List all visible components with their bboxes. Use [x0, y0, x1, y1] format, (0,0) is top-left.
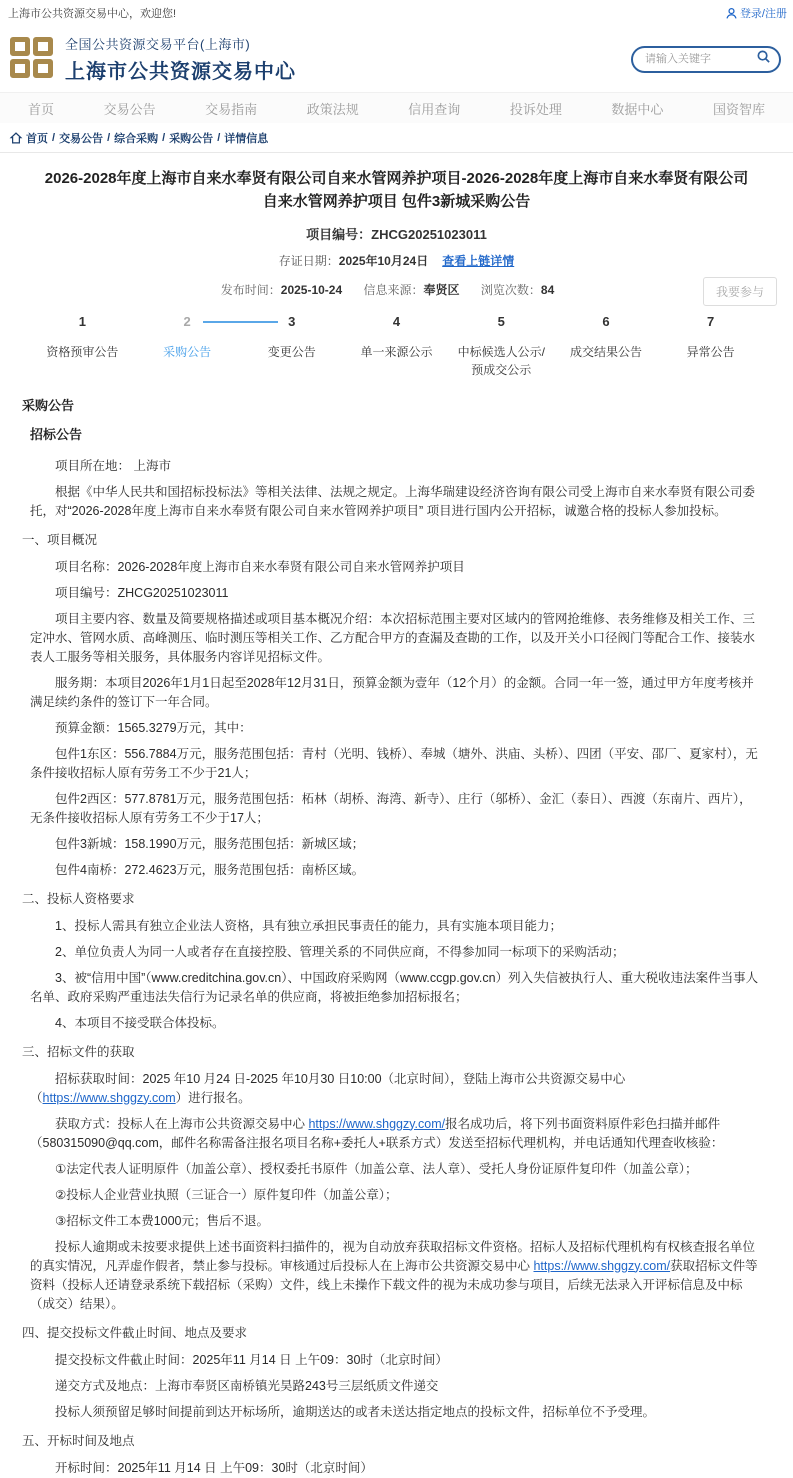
site-title: 上海市公共资源交易中心 [65, 61, 296, 83]
nav-item-7[interactable]: 国资智库 [712, 101, 765, 117]
publish-row [30, 281, 763, 298]
step-5[interactable] [449, 314, 554, 379]
source-value: 奉贤区 [423, 282, 460, 297]
page-title: 2026-2028年度上海市自来水奉贤有限公司自来水管网养护项目-2026-2028年度上海市自来水奉贤有限公司自来水管网养护项目 包件3新城采购公告 [44, 170, 749, 211]
views-label: 浏览次数： [480, 282, 541, 297]
views-value: 84 [540, 282, 555, 297]
step-number: 6 [602, 313, 610, 329]
site-header [0, 26, 793, 92]
body-paragraph: 4、本项目不接受联合体投标。 [55, 1015, 225, 1030]
body-paragraph: 招标获取时间：2025 年10 月24 日-2025 年10月30 日10:00（北京时间），登陆上海市公共资源交易中心（https://www.shggzy.com）进行报名。 [30, 1071, 626, 1105]
breadcrumb-item-0[interactable]: 首页 [26, 132, 48, 145]
body-paragraph: 服务期：本项目2026年1月1日起至2028年12月31日，预算金额为壹年（12个月）的金额。合同一年一签，通过甲方年度考核并满足续约条件的签订下一年合同。 [30, 675, 754, 709]
nav-item-3[interactable]: 政策法规 [306, 101, 359, 117]
subsection-title: 招标公告 [30, 426, 83, 442]
top-bar [0, 0, 793, 26]
body-paragraph: 投标人逾期或未按要求提供上述书面资料扫描件的，视为自动放弃获取招标文件资格。招标人及招标代理机构有权核查报名单位的真实情况，凡弄虚作假者，禁止参与投标。审核通过后投标人在上海市公共资源交易中心 https://www.shggzy.com/获取招标文件等资料（投标人还请登录系统下载招标（采购）文件，线上未操作下载文件的视为未成功参与项目，后续无法录入开评标信息及中标（成交）结果）。 [30, 1239, 758, 1311]
search-input[interactable] [645, 53, 756, 65]
brand [10, 34, 296, 84]
step-number: 2 [183, 313, 191, 329]
section-title: 采购公告 [22, 397, 75, 413]
body-paragraph: 根据《中华人民共和国招标投标法》等相关法律、法规之规定。上海华瑞建设经济咨询有限公司受上海市自来水奉贤有限公司委托，对“2026-2028年度上海市自来水奉贤有限公司自来水管网养护项目” 项目进行国内公开招标，诚邀合格的投标人参加投标。 [30, 484, 756, 518]
step-7[interactable] [658, 314, 763, 379]
breadcrumb-item-1[interactable]: 交易公告 [59, 132, 104, 145]
deposit-row [30, 252, 763, 269]
body-paragraph: 预算金额：1565.3279万元，其中： [55, 720, 252, 735]
step-label: 变更公告 [267, 344, 316, 359]
logo-icon [10, 37, 56, 81]
nav-item-6[interactable]: 数据中心 [611, 101, 664, 117]
external-link[interactable]: https://www.shggzy.com/ [533, 1258, 671, 1273]
step-4[interactable] [344, 314, 449, 379]
login-register-link[interactable] [725, 5, 787, 21]
step-6[interactable] [554, 314, 659, 379]
deposit-date-label: 存证日期： [278, 253, 339, 268]
body-paragraph: 项目所在地： 上海市 [55, 458, 171, 473]
body-paragraph: 投标人须预留足够时间提前到达开标场所，逾期送达的或者未送达指定地点的投标文件，招标单位不予受理。 [55, 1404, 656, 1419]
breadcrumb-separator: / [162, 131, 166, 144]
step-number: 1 [78, 313, 86, 329]
nav-item-4[interactable]: 信用查询 [408, 101, 461, 117]
body-paragraph: 包件3新城：158.1990万元，服务范围包括：新城区域； [55, 836, 365, 851]
step-2[interactable] [135, 314, 240, 379]
body-paragraph: ②投标人企业营业执照（三证合一）原件复印件（加盖公章）； [55, 1187, 398, 1202]
nav-item-0[interactable]: 首页 [28, 101, 55, 117]
chain-detail-link[interactable]: 查看上链详情 [442, 253, 515, 268]
notice-body [22, 395, 763, 1478]
project-number-row [30, 224, 763, 243]
body-paragraph: 2、单位负责人为同一人或者存在直接控股、管理关系的不同供应商，不得参加同一标项下的采购活动； [55, 944, 625, 959]
publish-time-label: 发布时间： [220, 282, 281, 297]
step-number: 7 [707, 313, 715, 329]
breadcrumb [0, 123, 793, 153]
step-indicator [30, 314, 763, 379]
breadcrumb-item-2[interactable]: 综合采购 [114, 132, 159, 145]
body-paragraph: 提交投标文件截止时间：2025年11 月14 日 上午09：30时（北京时间） [55, 1352, 448, 1367]
step-number: 3 [288, 313, 296, 329]
step-label: 异常公告 [686, 344, 735, 359]
body-paragraph: 1、投标人需具有独立企业法人资格，具有独立承担民事责任的能力，具有实施本项目能力； [55, 918, 562, 933]
user-icon [725, 7, 738, 20]
body-paragraph: 3、被“信用中国”（www.creditchina.gov.cn）、中国政府采购网（www.ccgp.gov.cn）列入失信被执行人、重大税收违法案件当事人名单、政府采购严重违法失信行为记录名单的供应商，将被拒绝参加招标报名； [30, 970, 759, 1004]
section-heading: 五、开标时间及地点 [22, 1433, 135, 1448]
body-paragraph: 开标时间：2025年11 月14 日 上午09：30时（北京时间） [55, 1460, 373, 1475]
body-paragraph: 递交方式及地点：上海市奉贤区南桥镇光昊路243号三层纸质文件递交 [55, 1378, 439, 1393]
step-label: 单一来源公示 [360, 344, 433, 359]
body-paragraph: ①法定代表人证明原件（加盖公章）、授权委托书原件（加盖公章、法人章）、受托人身份证原件复印件（加盖公章）； [55, 1161, 698, 1176]
project-number-label: 项目编号： [306, 226, 372, 242]
breadcrumb-separator: / [217, 131, 221, 144]
paragraphs [22, 457, 763, 1478]
section-heading: 三、招标文件的获取 [22, 1044, 135, 1059]
nav-item-2[interactable]: 交易指南 [205, 101, 258, 117]
section-heading: 二、投标人资格要求 [22, 891, 135, 906]
body-paragraph: 项目编号：ZHCG20251023011 [55, 585, 229, 600]
search-box [631, 46, 781, 73]
body-paragraph: 获取方式：投标人在上海市公共资源交易中心 https://www.shggzy.com/报名成功后，将下列书面资料原件彩色扫描并邮件（580315090@qq.com，邮件名称需备注报名项目名称+委托人+联系方式）发送至招标代理机构，并电话通知代理查收核验： [30, 1116, 724, 1150]
nav-item-1[interactable]: 交易公告 [103, 101, 156, 117]
home-icon[interactable] [10, 132, 22, 144]
body-paragraph: 包件1东区：556.7884万元，服务范围包括：青村（光明、钱桥）、奉城（塘外、洪庙、头桥）、四团（平安、邵厂、夏家村），无条件接收招标人原有劳务工不少于21人； [30, 746, 758, 780]
section-heading: 一、项目概况 [22, 532, 98, 547]
main-nav [0, 92, 793, 123]
section-heading: 四、提交投标文件截止时间、地点及要求 [22, 1325, 248, 1340]
body-paragraph: ③招标文件工本费1000元；售后不退。 [55, 1213, 270, 1228]
search-icon[interactable] [756, 49, 771, 69]
login-register-label: 登录/注册 [739, 8, 787, 20]
breadcrumb-separator: / [107, 131, 111, 144]
step-number: 4 [392, 313, 401, 329]
step-number: 5 [497, 313, 505, 329]
step-label: 中标候选人公示/预成交公示 [457, 344, 545, 377]
breadcrumb-item-3[interactable]: 采购公告 [169, 132, 214, 145]
body-paragraph: 包件4南桥：272.4623万元，服务范围包括：南桥区域。 [55, 862, 365, 877]
body-paragraph: 项目主要内容、数量及简要规格描述或项目基本概况介绍：本次招标范围主要对区域内的管网抢维修、表务维修及相关工作、三定冲水、管网水质、高峰测压、临时测压等相关工作、乙方配合甲方的查漏及查勘的工作，以及开关小口径阀门等配合工作、接装水表人工服务等相关服务，具体服务内容详见招标文件。 [30, 611, 756, 664]
step-3[interactable] [239, 314, 344, 379]
nav-item-5[interactable]: 投诉处理 [509, 101, 562, 117]
body-paragraph: 项目名称：2026-2028年度上海市自来水奉贤有限公司自来水管网养护项目 [55, 559, 465, 574]
participate-button[interactable]: 我要参与 [703, 277, 777, 306]
external-link[interactable]: https://www.shggzy.com/ [308, 1116, 446, 1131]
step-label: 成交结果公告 [569, 344, 642, 359]
platform-title: 全国公共资源交易平台(上海市) [65, 37, 251, 52]
notice-content [0, 153, 793, 1478]
body-paragraph: 包件2西区：577.8781万元，服务范围包括：柘林（胡桥、海湾、新寺）、庄行（邬桥）、金汇（泰日）、西渡（东南片、西片），无条件接收招标人原有劳务工不少于17人； [30, 791, 752, 825]
step-1[interactable] [30, 314, 135, 379]
step-label: 资格预审公告 [46, 344, 119, 359]
publish-time-value: 2025-10-24 [280, 282, 343, 297]
breadcrumb-item-4: 详情信息 [224, 132, 269, 145]
project-number-value: ZHCG20251023011 [371, 226, 487, 242]
breadcrumb-separator: / [52, 131, 56, 144]
deposit-date-value: 2025年10月24日 [338, 253, 429, 268]
external-link[interactable]: https://www.shggzy.com [42, 1090, 176, 1105]
welcome-text: 上海市公共资源交易中心，欢迎您! [8, 8, 177, 20]
source-label: 信息来源： [363, 282, 424, 297]
step-label: 采购公告 [163, 344, 212, 359]
